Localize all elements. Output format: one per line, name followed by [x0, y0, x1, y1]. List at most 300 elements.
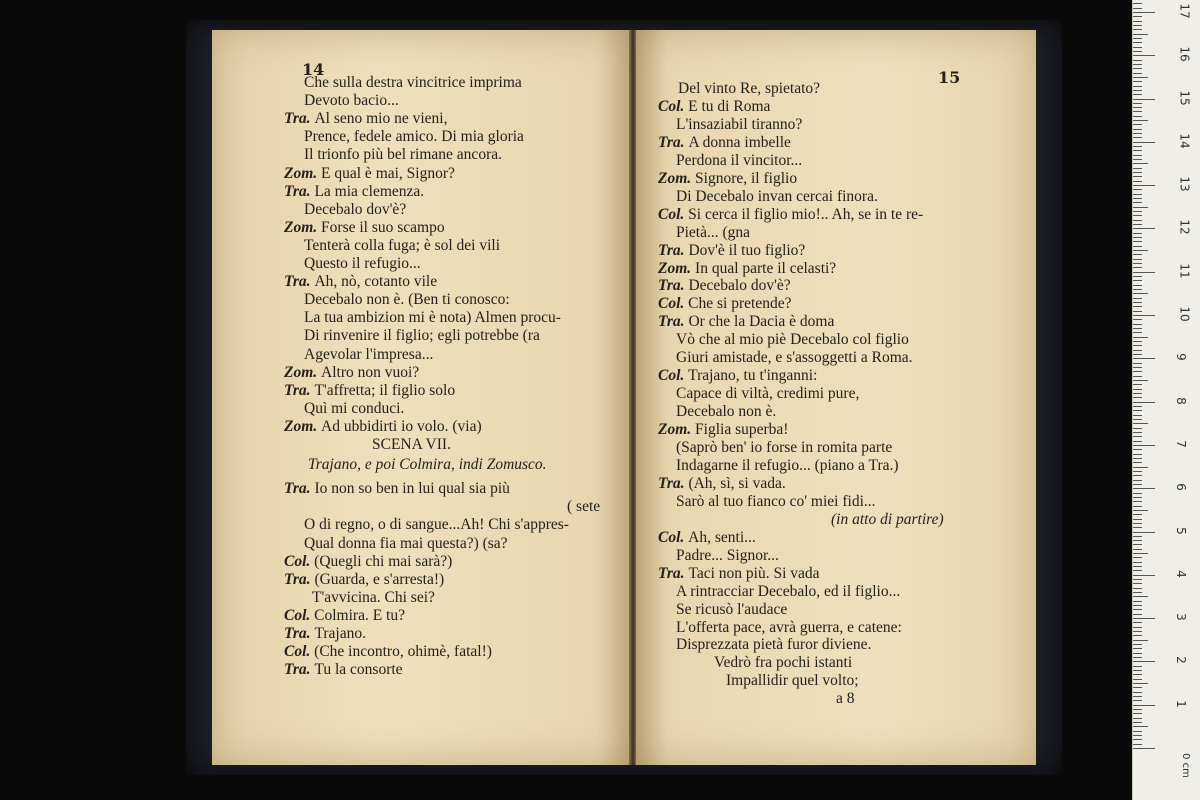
ruler-tick: [1133, 354, 1142, 355]
speaker-label: Tra.: [658, 277, 689, 295]
ruler-tick: [1133, 55, 1155, 56]
ruler-tick: [1133, 267, 1142, 268]
text-line: [372, 436, 451, 454]
text-line: [658, 529, 756, 547]
line-text: Si cerca il figlio mio!.. Ah, se in te re-: [688, 205, 924, 223]
speaker-label: Zom.: [284, 417, 322, 435]
ruler-tick: [1133, 510, 1148, 511]
ruler-tick: [1133, 107, 1142, 108]
line-text: Vò che al mio piè Decebalo col figlio: [676, 331, 909, 349]
text-line: [304, 516, 569, 534]
ruler-tick: [1133, 402, 1155, 403]
ruler-tick: [1133, 428, 1142, 429]
speaker-label: Zom.: [284, 164, 322, 182]
ruler-tick: [1133, 700, 1142, 701]
line-text: Dov'è il tuo figlio?: [688, 241, 806, 259]
ruler-tick: [1133, 94, 1142, 95]
ruler-tick: [1133, 129, 1142, 130]
ruler-tick: [1133, 540, 1142, 541]
ruler-tick: [1133, 631, 1142, 632]
speaker-label: Tra.: [284, 625, 315, 642]
ruler-tick: [1133, 34, 1148, 35]
ruler-tick: [1133, 233, 1142, 234]
line-text: (in atto di partire): [831, 510, 944, 528]
text-line: [676, 457, 899, 475]
ruler-tick: [1133, 601, 1142, 602]
ruler-tick: [1133, 484, 1142, 485]
ruler-number: 16: [1177, 46, 1192, 62]
ruler-tick: [1133, 328, 1142, 329]
speaker-label: Tra.: [284, 480, 315, 498]
ruler-number: 15: [1177, 89, 1192, 106]
ruler-tick: [1133, 614, 1142, 615]
text-line: [304, 92, 399, 110]
line-text: Vedrò fra pochi istanti: [714, 654, 853, 672]
text-line: [304, 535, 508, 553]
ruler-tick: [1133, 605, 1142, 606]
ruler-tick: [1133, 627, 1142, 628]
ruler-tick: [1133, 311, 1142, 312]
text-line: [676, 493, 876, 511]
line-text: (Che incontro, ohimè, fatal!): [314, 643, 492, 661]
line-text: O di regno, o di sangue...Ah! Chi s'appres-: [304, 516, 569, 534]
ruler-tick: [1133, 350, 1142, 351]
ruler-tick: [1133, 718, 1142, 719]
line-text: Che si pretende?: [688, 295, 792, 313]
speaker-label: Tra.: [284, 661, 315, 679]
ruler-tick: [1133, 415, 1142, 416]
ruler-tick: [1133, 3, 1142, 4]
text-line: [676, 547, 779, 565]
text-line: [678, 80, 820, 98]
ruler-tick: [1133, 172, 1142, 173]
ruler-tick: [1133, 722, 1142, 723]
ruler-tick: [1133, 436, 1142, 437]
line-text: L'offerta pace, avrà guerra, e catene:: [676, 618, 902, 636]
ruler-tick: [1133, 73, 1142, 74]
ruler-tick: [1133, 441, 1142, 442]
ruler-tick: [1133, 358, 1155, 359]
text-line: [304, 128, 524, 146]
text-line: [831, 511, 944, 529]
speaker-label: Zom.: [658, 169, 696, 187]
ruler-tick: [1133, 527, 1142, 528]
line-text: Quì mi conduci.: [304, 399, 405, 417]
ruler-tick: [1133, 596, 1148, 597]
ruler-number: 6: [1173, 483, 1188, 492]
ruler-tick: [1133, 635, 1142, 636]
ruler-tick: [1133, 90, 1142, 91]
line-text: Decebalo non è. (Ben ti conosco:: [304, 291, 510, 309]
line-text: Giuri amistade, e s'assoggetti a Roma.: [676, 349, 913, 367]
speaker-label: Zom.: [284, 363, 322, 381]
ruler-tick: [1133, 289, 1142, 290]
line-text: Decebalo dov'è?: [304, 200, 407, 218]
ruler-tick: [1133, 458, 1142, 459]
ruler-tick: [1133, 51, 1142, 52]
line-text: Di rinvenire il figlio; egli potrebbe (ra: [304, 327, 540, 345]
text-line: [658, 313, 834, 331]
line-text: Decebalo dov'è?: [688, 277, 791, 295]
ruler-tick: [1133, 345, 1142, 346]
text-line: [304, 255, 421, 273]
ruler-tick: [1133, 12, 1155, 13]
ruler-tick: [1133, 562, 1142, 563]
line-text: Ad ubbidirti io volo. (via): [321, 417, 482, 435]
ruler-tick: [1133, 146, 1142, 147]
ruler-tick: [1133, 553, 1148, 554]
line-text: A rintracciar Decebalo, ed il figlio...: [676, 582, 901, 600]
text-line: [284, 110, 447, 128]
text-line: [284, 273, 437, 291]
line-text: a 8: [836, 690, 855, 708]
text-line: [304, 146, 502, 164]
ruler-tick: [1133, 532, 1155, 533]
ruler-tick: [1133, 211, 1142, 212]
ruler-tick: [1133, 644, 1142, 645]
ruler-number: 17: [1177, 3, 1192, 19]
text-line: [304, 327, 540, 345]
speaker-label: Col.: [284, 643, 315, 661]
ruler-tick: [1133, 666, 1142, 667]
ruler-tick: [1133, 367, 1142, 368]
text-line: [676, 583, 900, 601]
ruler-tick: [1133, 393, 1142, 394]
text-line: [284, 183, 424, 201]
ruler-tick: [1133, 181, 1142, 182]
ruler-tick: [1133, 237, 1142, 238]
ruler-tick: [1133, 566, 1142, 567]
ruler-tick: [1133, 64, 1142, 65]
ruler-tick: [1133, 198, 1142, 199]
ruler-tick: [1133, 228, 1155, 229]
ruler-tick: [1133, 168, 1142, 169]
right-page: [636, 30, 1036, 765]
ruler-tick: [1133, 159, 1142, 160]
ruler-tick: [1133, 246, 1142, 247]
ruler-tick: [1133, 692, 1142, 693]
ruler-number: 4: [1173, 569, 1188, 578]
text-line: [658, 277, 791, 295]
ruler-tick: [1133, 674, 1142, 675]
ruler-tick: [1133, 570, 1142, 571]
line-text: T'affretta; il figlio solo: [314, 381, 456, 399]
ruler-tick: [1133, 185, 1155, 186]
ruler-tick: [1133, 29, 1142, 30]
ruler-tick: [1133, 449, 1142, 450]
ruler-tick: [1133, 306, 1142, 307]
line-text: E qual è mai, Signor?: [321, 164, 455, 182]
text-line: [312, 589, 435, 607]
speaker-label: Col.: [284, 606, 315, 624]
line-text: Che sulla destra vincitrice imprima: [304, 74, 522, 91]
line-text: Prence, fedele amico. Di mia gloria: [304, 128, 524, 146]
ruler-tick: [1133, 280, 1142, 281]
text-line: [304, 201, 406, 219]
ruler-tick: [1133, 241, 1142, 242]
line-text: Qual donna fia mai questa?) (sa?: [304, 534, 508, 552]
ruler-tick: [1133, 588, 1142, 589]
ruler-number: 12: [1177, 219, 1192, 236]
text-line: [658, 134, 791, 152]
ruler-tick: [1133, 302, 1142, 303]
text-line: [567, 498, 600, 516]
text-line: [658, 98, 770, 116]
ruler-tick: [1133, 25, 1142, 26]
ruler-tick: [1133, 618, 1155, 619]
text-line: [304, 291, 510, 309]
ruler-tick: [1133, 713, 1142, 714]
text-line: [658, 367, 817, 385]
ruler-tick: [1133, 332, 1142, 333]
ruler-tick: [1133, 276, 1142, 277]
text-line: [284, 480, 510, 498]
ruler-tick: [1133, 731, 1142, 732]
ruler-number: 13: [1177, 176, 1192, 192]
text-line: [658, 170, 797, 188]
ruler-tick: [1133, 735, 1142, 736]
text-line: [676, 439, 892, 457]
ruler-tick: [1133, 202, 1142, 203]
line-text: La mia clemenza.: [314, 182, 425, 200]
line-text: Devoto bacio...: [304, 92, 399, 110]
speaker-label: Col.: [658, 97, 689, 115]
line-text: Ah, senti...: [688, 528, 756, 546]
ruler-tick: [1133, 467, 1148, 468]
ruler-tick: [1133, 99, 1155, 100]
ruler-tick: [1133, 506, 1142, 507]
line-text: Figlia superba!: [695, 421, 789, 439]
text-line: [676, 403, 776, 421]
ruler-tick: [1133, 493, 1142, 494]
speaker-label: Tra.: [658, 133, 689, 151]
line-text: Altro non vuoi?: [321, 363, 420, 381]
ruler-tick: [1133, 315, 1155, 316]
line-text: Forse il suo scampo: [321, 218, 445, 236]
ruler-tick: [1133, 77, 1148, 78]
ruler-tick: [1133, 155, 1142, 156]
ruler-tick: [1133, 683, 1148, 684]
ruler-tick: [1133, 285, 1142, 286]
ruler-tick: [1133, 389, 1142, 390]
ruler-tick: [1133, 462, 1142, 463]
ruler-tick: [1133, 432, 1142, 433]
speaker-label: Tra.: [284, 182, 315, 200]
ruler-tick: [1133, 583, 1142, 584]
text-line: [676, 636, 871, 654]
line-text: Capace di viltà, credimi pure,: [676, 385, 860, 403]
text-line: [284, 418, 482, 436]
text-line: [284, 382, 455, 400]
ruler-number: 2: [1173, 656, 1188, 665]
ruler-tick: [1133, 120, 1148, 121]
text-line: [676, 601, 787, 619]
text-line: [304, 400, 404, 418]
speaker-label: Col.: [284, 552, 315, 570]
line-text: Padre... Signor...: [676, 546, 779, 564]
text-line: [284, 219, 445, 237]
line-text: Decebalo non è.: [676, 403, 777, 421]
ruler-tick: [1133, 215, 1142, 216]
ruler-number: 10: [1177, 306, 1192, 322]
ruler-tick: [1133, 648, 1142, 649]
speaker-label: Zom.: [658, 421, 696, 439]
ruler-tick: [1133, 501, 1142, 502]
ruler-tick: [1133, 337, 1148, 338]
line-text: T'avvicina. Chi sei?: [312, 588, 435, 606]
speaker-label: Tra.: [658, 241, 689, 259]
ruler-tick: [1133, 748, 1155, 749]
speaker-label: Col.: [658, 205, 689, 223]
ruler-tick: [1133, 670, 1142, 671]
ruler-tick: [1133, 726, 1148, 727]
ruler-tick: [1133, 259, 1142, 260]
line-text: In qual parte il celasti?: [695, 259, 837, 277]
text-line: [658, 565, 820, 583]
text-line: [284, 643, 492, 661]
ruler-tick: [1133, 544, 1142, 545]
ruler-tick: [1133, 419, 1142, 420]
speaker-label: Tra.: [284, 273, 315, 291]
text-line: [284, 661, 403, 679]
text-line: [676, 116, 802, 134]
ruler-tick: [1133, 189, 1142, 190]
ruler-number: 14: [1177, 133, 1192, 149]
ruler-tick: [1133, 575, 1155, 576]
ruler-tick: [1133, 480, 1142, 481]
right-page-number: 15: [938, 68, 961, 87]
ruler-tick: [1133, 150, 1142, 151]
text-line: [676, 349, 913, 367]
ruler-tick: [1133, 16, 1142, 17]
ruler-tick: [1133, 679, 1142, 680]
line-text: Al seno mio ne vieni,: [314, 110, 448, 128]
ruler-tick: [1133, 579, 1142, 580]
ruler-tick: [1133, 696, 1142, 697]
ruler-tick: [1133, 224, 1142, 225]
line-text: Io non so ben in lui qual sia più: [314, 480, 510, 498]
ruler-tick: [1133, 557, 1142, 558]
ruler-number: 7: [1173, 440, 1188, 448]
line-text: ( sete: [567, 498, 601, 516]
ruler-tick: [1133, 298, 1142, 299]
text-line: [658, 295, 791, 313]
ruler-tick: [1133, 454, 1142, 455]
ruler-tick: [1133, 272, 1155, 273]
ruler-tick: [1133, 371, 1142, 372]
line-text: L'insaziabil tiranno?: [676, 115, 803, 133]
line-text: (Saprò ben' io forse in romita parte: [676, 439, 893, 456]
ruler-tick: [1133, 86, 1142, 87]
ruler-tick: [1133, 8, 1142, 9]
text-line: [836, 690, 855, 708]
speaker-label: Col.: [658, 367, 689, 385]
line-text: E tu di Roma: [688, 97, 771, 115]
line-text: Agevolar l'impresa...: [304, 345, 434, 363]
ruler-tick: [1133, 380, 1148, 381]
ruler-tick: [1133, 194, 1142, 195]
ruler-tick: [1133, 523, 1142, 524]
line-text: Or che la Dacia è doma: [688, 313, 835, 331]
ruler-tick: [1133, 653, 1142, 654]
ruler-tick: [1133, 293, 1148, 294]
ruler-unit-label: 0 cm: [1179, 753, 1191, 778]
line-text: La tua ambizion mi è nota) Almen procu-: [304, 309, 561, 327]
ruler-tick: [1133, 133, 1142, 134]
ruler-tick: [1133, 471, 1142, 472]
ruler-tick: [1133, 423, 1148, 424]
text-line: [658, 260, 836, 278]
ruler-tick: [1133, 609, 1142, 610]
ruler-tick: [1133, 744, 1142, 745]
line-text: Sarò al tuo fianco co' miei fidi...: [676, 492, 876, 510]
line-text: Disprezzata pietà furor diviene.: [676, 636, 872, 654]
ruler-tick: [1133, 445, 1155, 446]
text-line: [284, 364, 419, 382]
line-text: Ah, nò, cotanto vile: [314, 273, 438, 291]
line-text: Trajano.: [314, 625, 366, 642]
left-page: [212, 30, 630, 765]
text-line: [304, 309, 561, 327]
text-line: [658, 242, 805, 260]
ruler-tick: [1133, 519, 1142, 520]
text-line: [284, 165, 455, 183]
ruler-tick: [1133, 549, 1142, 550]
ruler-tick: [1133, 488, 1155, 489]
text-line: [658, 421, 788, 439]
ruler-tick: [1133, 657, 1142, 658]
ruler-tick: [1133, 68, 1142, 69]
speaker-label: Zom.: [658, 259, 696, 277]
text-line: [658, 475, 786, 493]
ruler-tick: [1133, 709, 1142, 710]
ruler-tick: [1133, 687, 1142, 688]
ruler-tick: [1133, 341, 1142, 342]
ruler-tick: [1133, 406, 1142, 407]
line-text: Signore, il figlio: [695, 169, 798, 187]
text-line: [714, 654, 852, 672]
line-text: Tu la consorte: [314, 661, 403, 679]
text-line: [676, 224, 750, 242]
ruler-tick: [1133, 592, 1142, 593]
ruler-number: 1: [1173, 699, 1188, 708]
line-text: Indagarne il refugio... (piano a Tra.): [676, 456, 899, 474]
line-text: Colmira. E tu?: [314, 606, 405, 624]
line-text: (Quegli chi mai sarà?): [314, 552, 453, 570]
speaker-label: Tra.: [658, 564, 689, 582]
line-text: A donna imbelle: [688, 133, 791, 151]
ruler-tick: [1133, 263, 1142, 264]
text-line: [676, 188, 878, 206]
text-line: [304, 237, 500, 255]
text-line: [284, 607, 405, 625]
line-text: Perdona il vincitor...: [676, 151, 803, 169]
ruler-tick: [1133, 397, 1142, 398]
line-text: Tenterà colla fuga; è sol dei vili: [304, 236, 501, 254]
ruler-tick: [1133, 410, 1142, 411]
ruler-tick: [1133, 363, 1142, 364]
text-line: [676, 152, 802, 170]
line-text: Taci non più. Si vada: [688, 564, 820, 582]
text-line: [726, 672, 859, 690]
ruler-tick: [1133, 137, 1142, 138]
line-text: (Ah, sì, si vada.: [688, 474, 786, 492]
ruler-tick: [1133, 376, 1142, 377]
line-text: Del vinto Re, spietato?: [678, 80, 821, 97]
line-text: Trajano, e poi Colmira, indi Zomusco.: [308, 456, 547, 474]
line-text: Impallidir quel volto;: [726, 672, 859, 690]
ruler-number: 9: [1173, 353, 1188, 362]
